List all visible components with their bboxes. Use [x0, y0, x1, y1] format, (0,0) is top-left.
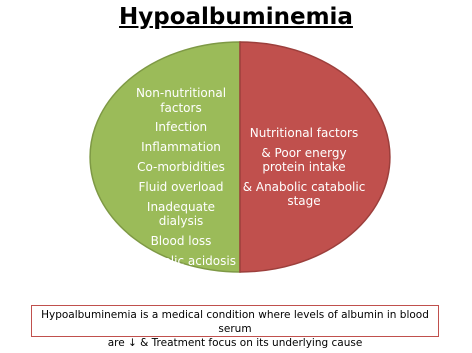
left-list-item: Inadequate dialysis — [146, 199, 216, 229]
left-list-item: Co-morbidities — [137, 160, 225, 175]
left-list-item: Inflammation — [141, 140, 221, 155]
right-list-item: Nutritional factors — [249, 126, 359, 140]
right-list-item: & Poor energy protein intake — [261, 145, 347, 174]
left-list-item: Fluid overload — [138, 180, 224, 195]
right-list-item: & Anabolic catabolic stage — [242, 179, 366, 208]
left-list-item: Non-nutritional factors — [135, 86, 227, 115]
non-nutritional-factors-list — [123, 86, 239, 274]
definition-note-box — [31, 305, 439, 349]
nutritional-factors-list — [242, 126, 366, 214]
note-line-2: are ↓ & Treatment focus on its underlying cause — [107, 337, 363, 349]
note-line-1: Hypoalbuminemia is a medical condition where levels of albumin in blood serum — [41, 309, 429, 335]
left-list-item: Infection — [154, 120, 208, 135]
diagram-title: Hypoalbuminemia — [119, 4, 353, 30]
left-list-item: Metabolic acidosis — [126, 254, 236, 269]
left-list-item: Blood loss — [150, 234, 212, 249]
